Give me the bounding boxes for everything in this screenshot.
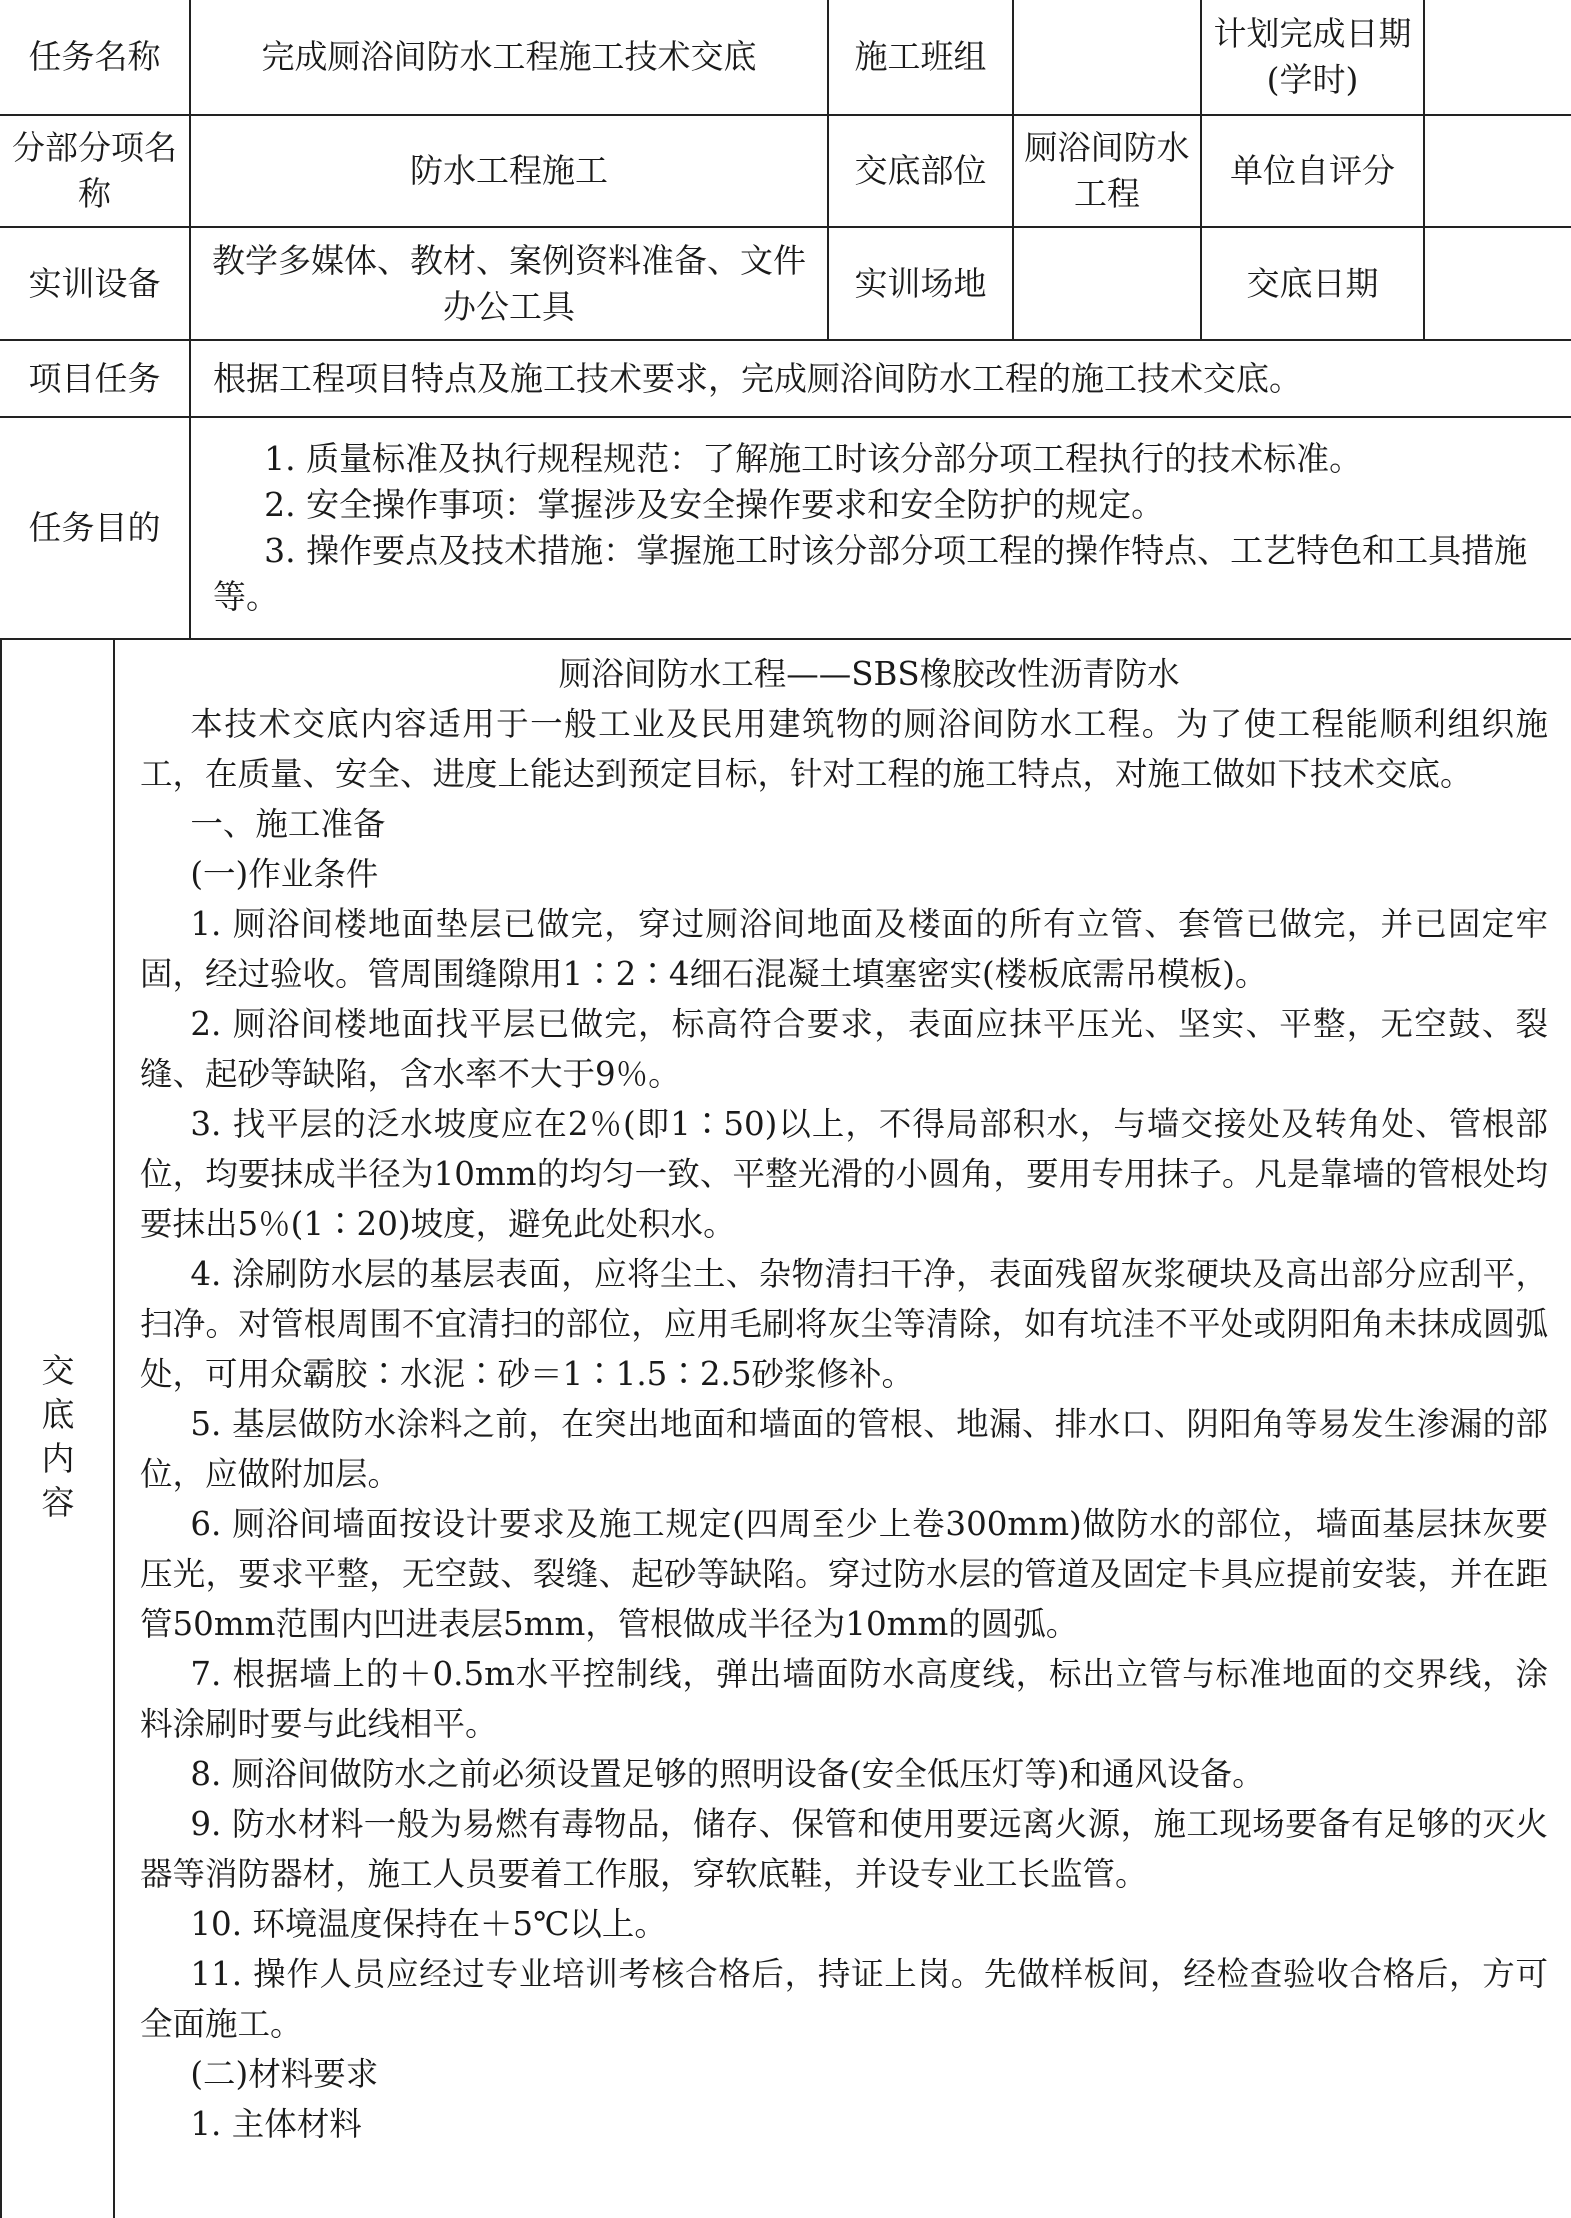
task-name-label: 任务名称 [0, 0, 190, 115]
handover-part-label: 交底部位 [828, 115, 1013, 227]
table-row [0, 227, 1571, 340]
list-item: 1. 主体材料 [190, 2105, 362, 2143]
list-item: 8. 厕浴间做防水之前必须设置足够的照明设备(安全低压灯等)和通风设备。 [190, 1755, 1265, 1793]
list-item: 6. 厕浴间墙面按设计要求及施工规定(四周至少上卷300mm)做防水的部位，墙面基层抹灰要压光，要求平整，无空鼓、裂缝、起砂等缺陷。穿过防水层的管道及固定卡具应提前安装，并在距管50mm范围内凹进表层5mm，管根做成半径为10mm的圆弧。 [140, 1505, 1548, 1643]
table-row [0, 115, 1571, 227]
task-name-value: 完成厕浴间防水工程施工技术交底 [190, 0, 828, 115]
list-item: 2. 厕浴间楼地面找平层已做完，标高符合要求，表面应抹平压光、坚实、平整，无空鼓、裂缝、起砂等缺陷，含水率不大于9％。 [140, 1005, 1548, 1093]
planned-date-value [1424, 0, 1571, 115]
training-site-value [1013, 227, 1201, 340]
intro-paragraph: 本技术交底内容适用于一般工业及民用建筑物的厕浴间防水工程。为了使工程能顺利组织施工，在质量、安全、进度上能达到预定目标，针对工程的施工特点，对施工做如下技术交底。 [140, 705, 1548, 793]
list-item: 5. 基层做防水涂料之前，在突出地面和墙面的管根、地漏、排水口、阴阳角等易发生渗漏的部位，应做附加层。 [140, 1405, 1548, 1493]
subproject-name-label: 分部分项名称 [0, 115, 190, 227]
project-task-label: 项目任务 [0, 340, 190, 417]
goal-item: 3. 操作要点及技术措施：掌握施工时该分部分项工程的操作特点、工艺特色和工具措施等。 [213, 531, 1528, 616]
table-row [0, 340, 1571, 417]
planned-date-label: 计划完成日期(学时) [1201, 0, 1424, 115]
list-item: 4. 涂刷防水层的基层表面，应将尘土、杂物清扫干净，表面残留灰浆硬块及高出部分应刮平，扫净。对管根周围不宜清扫的部位，应用毛刷将灰尘等清除，如有坑洼不平处或阴阳角未抹成圆弧处，可用众霸胶∶水泥∶砂＝1∶1.5∶2.5砂浆修补。 [140, 1255, 1548, 1393]
content-title: 厕浴间防水工程——SBS橡胶改性沥青防水 [558, 655, 1180, 693]
table-row [0, 0, 1571, 115]
handover-content-label: 交底内容 [41, 1351, 75, 1522]
team-label: 施工班组 [828, 0, 1013, 115]
handover-part-value: 厕浴间防水工程 [1013, 115, 1201, 227]
task-goal-label: 任务目的 [0, 417, 190, 639]
self-score-value [1424, 115, 1571, 227]
handover-content-body [140, 649, 1548, 2149]
training-site-label: 实训场地 [828, 227, 1013, 340]
handover-content-section [0, 639, 1571, 2218]
task-goal-list [190, 417, 1571, 639]
team-value [1013, 0, 1201, 115]
goal-item: 2. 安全操作事项：掌握涉及安全操作要求和安全防护的规定。 [264, 485, 1165, 524]
self-score-label: 单位自评分 [1201, 115, 1424, 227]
list-item: 9. 防水材料一般为易燃有毒物品，储存、保管和使用要远离火源，施工现场要备有足够的灭火器等消防器材，施工人员要着工作服，穿软底鞋，并设专业工长监管。 [140, 1805, 1548, 1893]
list-item: 10. 环境温度保持在＋5℃以上。 [190, 1905, 667, 1943]
list-item: 3. 找平层的泛水坡度应在2％(即1∶50)以上，不得局部积水，与墙交接处及转角处、管根部位，均要抹成半径为10mm的均匀一致、平整光滑的小圆角，要用专用抹子。凡是靠墙的管根处均要抹出5％(1∶20)坡度，避免此处积水。 [140, 1105, 1548, 1243]
list-item: 1. 厕浴间楼地面垫层已做完，穿过厕浴间地面及楼面的所有立管、套管已做完，并已固定牢固，经过验收。管周围缝隙用1∶2∶4细石混凝土填塞密实(楼板底需吊模板)。 [140, 905, 1548, 993]
subproject-name-value: 防水工程施工 [190, 115, 828, 227]
project-task-value: 根据工程项目特点及施工技术要求，完成厕浴间防水工程的施工技术交底。 [190, 340, 1571, 417]
list-item: 11. 操作人员应经过专业培训考核合格后，持证上岗。先做样板间，经检查验收合格后，方可全面施工。 [140, 1955, 1548, 2043]
handover-date-value [1424, 227, 1571, 340]
subsection-heading: (二)材料要求 [190, 2055, 379, 2093]
table-row [0, 417, 1571, 639]
task-info-table [0, 0, 1571, 640]
equipment-label: 实训设备 [0, 227, 190, 340]
divider [0, 639, 2, 2218]
handover-date-label: 交底日期 [1201, 227, 1424, 340]
goal-item: 1. 质量标准及执行规程规范：了解施工时该分部分项工程执行的技术标准。 [264, 439, 1363, 478]
divider [113, 639, 115, 2218]
equipment-value: 教学多媒体、教材、案例资料准备、文件办公工具 [190, 227, 828, 340]
section-heading: 一、施工准备 [190, 805, 386, 843]
list-item: 7. 根据墙上的＋0.5m水平控制线，弹出墙面防水高度线，标出立管与标准地面的交界线，涂料涂刷时要与此线相平。 [140, 1655, 1548, 1743]
subsection-heading: (一)作业条件 [190, 855, 379, 893]
